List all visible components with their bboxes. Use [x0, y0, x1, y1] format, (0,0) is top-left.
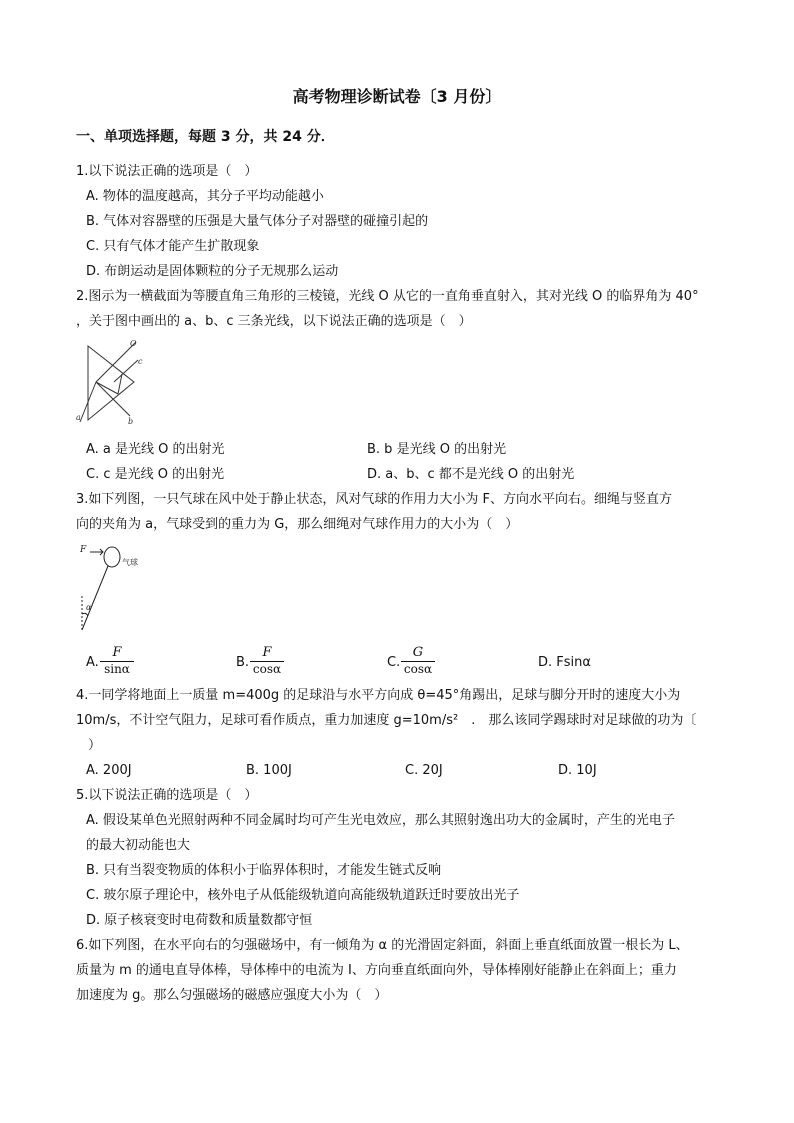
q1-option-a: A. 物体的温度越高，其分子平均动能越小	[86, 189, 324, 204]
balloon-figure	[74, 540, 154, 636]
q2-option-a: A. a 是光线 O 的出射光	[86, 442, 225, 457]
q3-option-b-label: B.	[236, 655, 250, 670]
ray-b	[96, 382, 130, 416]
section-heading: 一、单项选择题，每题 3 分，共 24 分．	[76, 129, 335, 145]
q5-option-a-line2: 的最大初动能也大	[86, 838, 191, 853]
q6-stem-line1: 6.如下列图，在水平向右的匀强磁场中，有一倾角为 α 的光滑固定斜面，斜面上垂直纸面放置一根长为 L、	[76, 938, 689, 953]
q5-option-a-line1: A. 假设某单色光照射两种不同金属时均可产生光电效应，那么其照射逸出功大的金属时，产生的光电子	[86, 813, 675, 828]
q1-option-c: C. 只有气体才能产生扩散现象	[86, 239, 260, 254]
q3-option-c-fraction	[401, 645, 435, 679]
q1-stem: 1.以下说法正确的选项是（ ）	[76, 164, 258, 179]
q4-stem-line3: ）	[88, 738, 102, 753]
ray-c	[114, 360, 138, 382]
q3-option-a-fraction	[100, 645, 134, 679]
q2-option-b: B. b 是光线 O 的出射光	[367, 442, 507, 457]
fraction-numerator: G	[412, 645, 424, 660]
prism-triangle	[88, 346, 134, 420]
label-balloon: 气球	[122, 558, 138, 567]
fraction-denominator: cosα	[252, 662, 282, 676]
q4-stem-line1: 4.一同学将地面上一质量 m=400g 的足球沿与水平方向成 θ=45°角踢出，足球与脚分开时的速度大小为	[76, 688, 681, 703]
label-alpha: α	[86, 603, 92, 612]
q5-option-b: B. 只有当裂变物质的体积小于临界体积时，才能发生链式反响	[86, 863, 442, 878]
page-title: 高考物理诊断试卷〔3 月份〕	[292, 87, 502, 106]
fraction-numerator: F	[262, 645, 272, 660]
fraction-denominator: cosα	[403, 662, 433, 676]
q5-stem: 5.以下说法正确的选项是（ ）	[76, 788, 258, 803]
q4-option-d: D. 10J	[558, 763, 597, 778]
q2-option-d: D. a、b、c 都不是光线 O 的出射光	[367, 467, 575, 482]
q2-option-c: C. c 是光线 O 的出射光	[86, 467, 225, 482]
q6-stem-line3: 加速度为 g。那么匀强磁场的磁感应强度大小为（ ）	[76, 988, 388, 1003]
label-o: O	[130, 339, 137, 348]
q3-stem-line1: 3.如下列图，一只气球在风中处于静止状态，风对气球的作用力大小为 F、方向水平向右。细绳与竖直方	[76, 492, 673, 507]
q4-option-c: C. 20J	[405, 763, 443, 778]
label-b: b	[128, 417, 134, 426]
label-c: c	[138, 357, 143, 366]
q3-option-b-fraction	[250, 645, 284, 679]
q2-stem-line1: 2.图示为一横截面为等腰直角三角形的三棱镜，光线 O 从它的一直角垂直射入，其对光线 O 的临界角为 40°	[76, 289, 699, 304]
angle-arc	[82, 613, 88, 616]
q3-option-c-label: C.	[387, 655, 401, 670]
q4-option-b: B. 100J	[246, 763, 292, 778]
q1-option-b: B. 气体对容器壁的压强是大量气体分子对器壁的碰撞引起的	[86, 214, 429, 229]
q6-stem-line2: 质量为 m 的通电直导体棒，导体棒中的电流为 I、方向垂直纸面向外，导体棒刚好能静止在斜面上；重力	[76, 963, 677, 978]
fraction-denominator: sinα	[104, 662, 130, 676]
fraction-numerator: F	[112, 645, 122, 660]
label-f: F	[80, 545, 87, 555]
q4-option-a: A. 200J	[86, 763, 132, 778]
q1-option-d: D. 布朗运动是固体颗粒的分子无规那么运动	[86, 264, 339, 279]
q3-option-a-label: A.	[86, 655, 99, 670]
string-line	[82, 566, 108, 630]
balloon-shape	[104, 547, 120, 567]
q3-stem-line2: 向的夹角为 a，气球受到的重力为 G，那么细绳对气球作用力的大小为（ ）	[76, 517, 519, 532]
label-a: a	[76, 413, 81, 422]
ray-o	[96, 342, 136, 382]
q4-stem-line2: 10m/s，不计空气阻力，足球可看作质点，重力加速度 g=10m/s² . 那么该同学踢球时对足球做的功为〔	[76, 713, 697, 728]
q5-option-d: D. 原子核衰变时电荷数和质量数都守恒	[86, 913, 313, 928]
q2-stem-line2: ，关于图中画出的 a、b、c 三条光线，以下说法正确的选项是（ ）	[76, 314, 472, 329]
q5-option-c: C. 玻尔原子理论中，核外电子从低能级轨道向高能级轨道跃迁时要放出光子	[86, 888, 520, 903]
q3-option-d: D. Fsinα	[538, 655, 591, 670]
prism-figure	[74, 334, 154, 430]
